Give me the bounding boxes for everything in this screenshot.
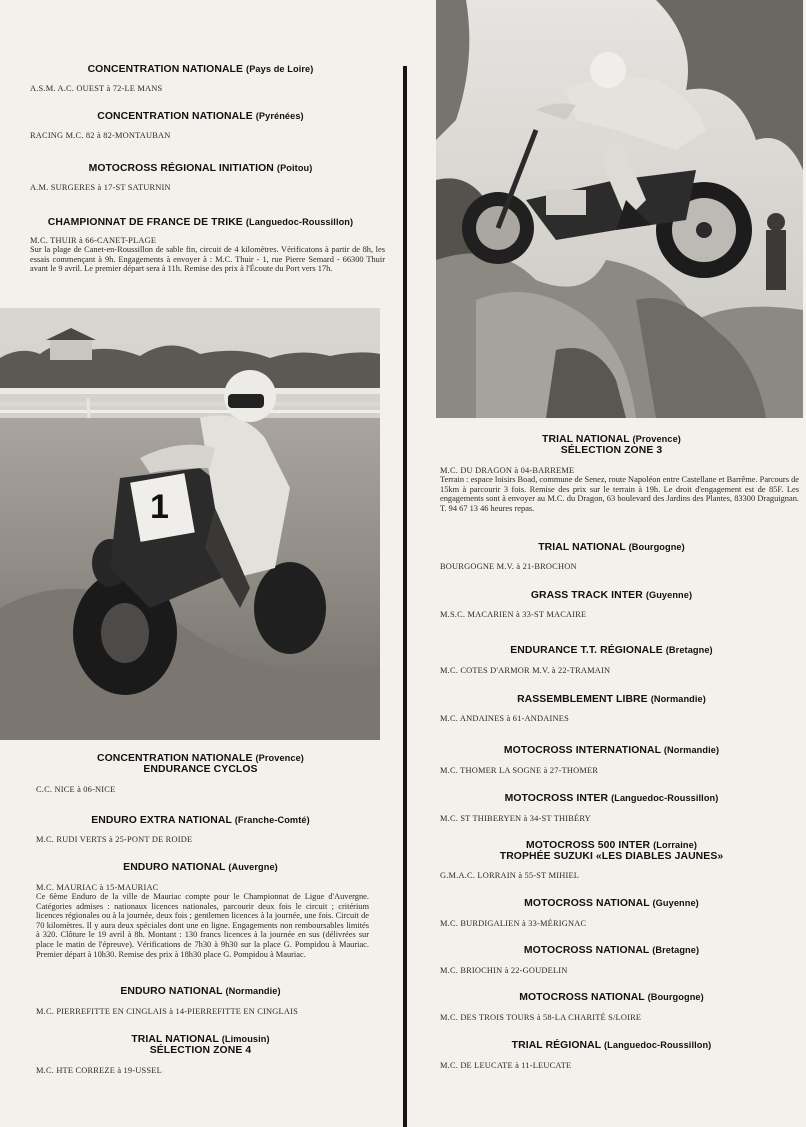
event-entry — [8, 217, 393, 274]
event-description: Sur la plage de Canet-en-Roussillon de sable fin, circuit de 4 kilomètres. Vérificatons à partir de 8h, les essais commençant à 9h. Engagements à envoyer à : M.C. Thuir - 1, rue Pierre Semard - 66300 Thuir avant le 9 avril. Le premier départ sera à 11h. Remise des prix à l'Écoute du Port vers 17h. — [30, 245, 385, 274]
event-title: MOTOCROSS INTER — [504, 793, 609, 804]
event-title: ENDURO NATIONAL — [120, 986, 223, 997]
event-title: TRIAL NATIONAL — [542, 434, 630, 445]
event-region: (Auvergne) — [228, 862, 278, 872]
event-region: (Guyenne) — [652, 898, 699, 908]
event-heading — [420, 945, 803, 956]
event-entry — [420, 590, 803, 619]
event-entry — [420, 645, 803, 675]
event-title: CHAMPIONNAT DE FRANCE DE TRIKE — [47, 217, 243, 228]
event-subtitle: SÉLECTION ZONE 3 — [560, 445, 663, 456]
event-region: (Bretagne) — [652, 945, 700, 955]
event-club: M.C. ST THIBERYEN à 34-ST THIBÉRY — [440, 814, 591, 823]
event-heading — [420, 645, 803, 656]
event-club: M.C. THOMER LA SOGNE à 27-THOMER — [440, 766, 599, 775]
event-heading — [8, 163, 393, 174]
event-region: (Franche-Comté) — [234, 815, 310, 825]
event-heading — [8, 815, 393, 826]
trial-photo — [436, 0, 803, 418]
column-divider — [403, 66, 407, 1127]
event-entry — [420, 745, 803, 775]
event-region: (Languedoc-Roussillon) — [604, 1040, 712, 1050]
event-heading — [8, 217, 393, 228]
event-entry — [8, 163, 393, 192]
trike-rider-image — [0, 308, 380, 740]
event-region: (Bourgogne) — [628, 542, 685, 552]
event-entry — [420, 793, 803, 823]
event-description: Terrain : espace loisirs Boad, commune de Senez, route Napoléon entre Castellane et Barrême. Parcours de 15km à parcourir 3 fois. Remise des prix sur le terrain à 19h. Le droit d'engagement est de 85F. Les engagements sont à envoyer au M.C. du Dragon, 63 boulevard des Jardins des Plantes, 83300 Draguignan. T. 94 67 13 46 heures repas. — [440, 475, 799, 513]
event-subtitle: SÉLECTION ZONE 4 — [149, 1045, 252, 1056]
event-club: A.S.M. A.C. OUEST à 72-LE MANS — [30, 84, 163, 93]
trike-photo — [0, 308, 380, 740]
event-region: (Normandie) — [650, 694, 706, 704]
event-subtitle: TROPHÉE SUZUKI «LES DIABLES JAUNES» — [499, 851, 724, 862]
trial-rider-image — [436, 0, 803, 418]
event-club: RACING M.C. 82 à 82-MONTAUBAN — [30, 131, 171, 140]
event-title: MOTOCROSS NATIONAL — [524, 898, 650, 909]
event-entry — [420, 434, 803, 513]
event-club: M.C. HTE CORREZE à 19-USSEL — [36, 1066, 162, 1075]
event-entry — [8, 64, 393, 93]
event-club: M.C. DU DRAGON à 04-BARREME — [440, 466, 575, 475]
trike-race-number: 1 — [150, 488, 169, 526]
event-entry — [420, 694, 803, 723]
event-entry — [420, 898, 803, 928]
event-title: TRIAL NATIONAL — [131, 1034, 219, 1045]
event-region: (Pays de Loire) — [246, 64, 314, 74]
event-entry — [8, 753, 393, 794]
event-entry — [420, 840, 803, 880]
event-region: (Provence) — [632, 434, 681, 444]
event-entry — [8, 862, 393, 959]
event-region: (Bourgogne) — [647, 992, 704, 1002]
event-heading — [8, 986, 393, 997]
event-club: A.M. SURGERES à 17-ST SATURNIN — [30, 183, 171, 192]
event-heading — [8, 753, 393, 775]
event-club: M.C. RUDI VERTS à 25-PONT DE ROIDE — [36, 835, 193, 844]
event-region: (Bretagne) — [665, 645, 713, 655]
event-region: (Provence) — [255, 753, 304, 763]
event-club: M.C. MAURIAC à 15-MAURIAC — [36, 883, 159, 892]
event-title: MOTOCROSS RÉGIONAL INITIATION — [88, 163, 274, 174]
event-entry — [8, 815, 393, 844]
event-entry — [420, 992, 803, 1022]
event-entry — [420, 1040, 803, 1070]
event-club: M.C. DES TROIS TOURS à 58-LA CHARITÉ S/LOIRE — [440, 1013, 642, 1022]
event-club: M.C. PIERREFITTE EN CINGLAIS à 14-PIERREFITTE EN CINGLAIS — [36, 1007, 298, 1016]
event-heading — [420, 840, 803, 862]
event-entry — [8, 986, 393, 1016]
event-heading — [8, 111, 393, 122]
event-region: (Guyenne) — [645, 590, 693, 600]
event-region: (Languedoc-Roussillon) — [611, 793, 719, 803]
event-title: MOTOCROSS 500 INTER — [525, 840, 651, 851]
event-heading — [8, 862, 393, 873]
event-title: MOTOCROSS NATIONAL — [519, 992, 645, 1003]
event-region: (Pyrénées) — [255, 111, 304, 121]
event-title: CONCENTRATION NATIONALE — [97, 111, 253, 122]
event-club: C.C. NICE à 06-NICE — [36, 785, 116, 794]
event-entry — [8, 1034, 393, 1075]
event-club: M.C. DE LEUCATE à 11-LEUCATE — [440, 1061, 572, 1070]
event-title: ENDURO NATIONAL — [123, 862, 226, 873]
event-club: M.C. COTES D'ARMOR M.V. à 22-TRAMAIN — [440, 666, 611, 675]
event-title: GRASS TRACK INTER — [530, 590, 643, 601]
event-region: (Languedoc-Roussillon) — [245, 217, 354, 227]
event-entry — [420, 542, 803, 571]
event-heading — [8, 64, 393, 75]
event-title: CONCENTRATION NATIONALE — [87, 64, 244, 75]
event-title: ENDURO EXTRA NATIONAL — [91, 815, 232, 826]
event-heading — [420, 992, 803, 1003]
event-description: Ce 6ème Enduro de la ville de Mauriac compte pour le Championnat de Ligue d'Auvergne. Catégories admises : nationaux licences nationales, parcourir deux fois le circuit ; critérium licences régionales ou à la journée, deux fois ; gentlemen licences à la journée, une fois. Circuit de 70 kilomètres. Il y aura deux spéciales dont une en ligne. Engagements non remboursables limités à 320. Clôture le 19 avril à 8h. Montant : 130 francs licences à la journée en sus (délivrées sur place le matin de l'épreuve). Vérifications de 7h30 à 9h30 sur la place G. Pompidou à Mauriac. Premier départ à 10h30. Remise des prix à 18h30 place G. Pompidou à Mauriac. — [36, 892, 369, 959]
event-heading — [420, 745, 803, 756]
event-club: M.S.C. MACARIEN à 33-ST MACAIRE — [440, 610, 587, 619]
event-title: ENDURANCE T.T. RÉGIONALE — [510, 645, 663, 656]
event-region: (Normandie) — [663, 745, 720, 755]
event-club: M.C. BRIOCHIN à 22-GOUDELIN — [440, 966, 568, 975]
event-heading — [420, 793, 803, 804]
event-title: TRIAL RÉGIONAL — [511, 1040, 601, 1051]
event-club: M.C. THUIR à 66-CANET-PLAGE — [30, 236, 157, 245]
event-heading — [420, 694, 803, 705]
event-club: G.M.A.C. LORRAIN à 55-ST MIHIEL — [440, 871, 580, 880]
event-club: M.C. ANDAINES à 61-ANDAINES — [440, 714, 569, 723]
event-subtitle: ENDURANCE CYCLOS — [143, 764, 258, 775]
event-club: M.C. BURDIGALIEN à 33-MÉRIGNAC — [440, 919, 587, 928]
event-region: (Poitou) — [276, 163, 313, 173]
event-title: MOTOCROSS INTERNATIONAL — [503, 745, 661, 756]
event-title: MOTOCROSS NATIONAL — [523, 945, 650, 956]
event-entry — [420, 945, 803, 975]
event-entry — [8, 111, 393, 140]
event-heading — [8, 1034, 393, 1056]
event-club: BOURGOGNE M.V. à 21-BROCHON — [440, 562, 577, 571]
event-heading — [420, 1040, 803, 1051]
event-title: CONCENTRATION NATIONALE — [97, 753, 253, 764]
event-region: (Lorraine) — [653, 840, 697, 850]
event-heading — [420, 434, 803, 456]
event-title: RASSEMBLEMENT LIBRE — [517, 694, 648, 705]
event-title: TRIAL NATIONAL — [538, 542, 626, 553]
event-region: (Normandie) — [225, 986, 281, 996]
event-heading — [420, 542, 803, 553]
event-region: (Limousin) — [221, 1034, 270, 1044]
event-heading — [420, 590, 803, 601]
event-heading — [420, 898, 803, 909]
